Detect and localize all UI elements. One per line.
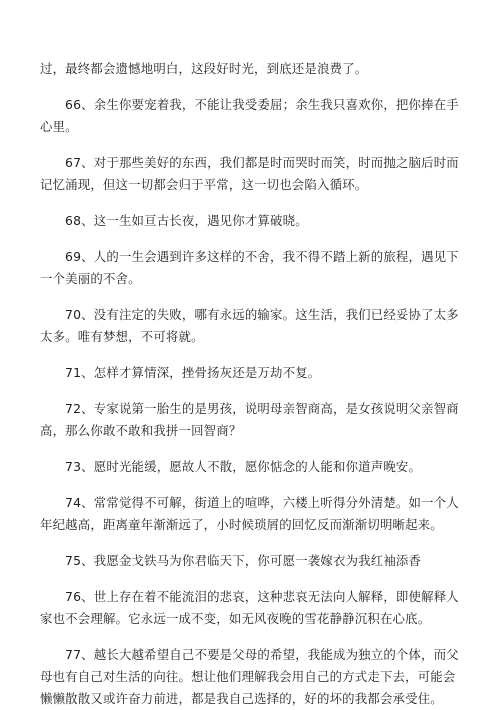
paragraph-73: 73、愿时光能缓，愿故人不散，愿你惦念的人能和你道声晚安。 (65, 459, 422, 474)
paragraph-75: 75、我愿金戈铁马为你君临天下，你可愿一袭嫁衣为我红袖添香 (65, 553, 422, 568)
paragraph-77: 77、越长大越希望自己不要是父母的希望，我能成为独立的个体，而父母也有自己对生活的向往。想让他们理解我会用自己的方式走下去，可能会懒懒散散又或许奋力前进，都是我自己选择的，好的坏的我都会承受住。 (40, 647, 459, 706)
paragraph-74: 74、常常觉得不可解，街道上的喧哗，六楼上听得分外清楚。如一个人年纪越高，距离童年渐渐远了，小时候琐屑的回忆反而渐渐切明晰起来。 (40, 495, 459, 532)
paragraph-69: 69、人的一生会遇到许多这样的不舍，我不得不踏上新的旅程，遇见下一个美丽的不舍。 (40, 249, 459, 286)
paragraph-72: 72、专家说第一胎生的是男孩，说明母亲智商高，是女孩说明父亲智商高，那么你敢不敢和我拼一回智商？ (40, 401, 459, 438)
paragraph-68: 68、这一生如亘古长夜，遇见你才算破晓。 (65, 213, 308, 228)
paragraph-76: 76、世上存在着不能流泪的悲哀，这种悲哀无法向人解释，即使解释人家也不会理解。它永远一成不变，如无风夜晚的雪花静静沉积在心底。 (40, 589, 459, 626)
paragraph-67: 67、对于那些美好的东西，我们都是时而哭时而笑，时而抛之脑后时而记忆涌现，但这一切都会归于平常，这一切也会陷入循环。 (40, 155, 459, 192)
paragraph-continuation: 过，最终都会遗憾地明白，这段好时光，到底还是浪费了。 (40, 61, 368, 76)
paragraph-70: 70、没有注定的失败，哪有永远的输家。这生活，我们已经妥协了太多太多。唯有梦想，不可将就。 (40, 307, 459, 344)
paragraph-66: 66、余生你要宠着我，不能让我受委屈；余生我只喜欢你，把你捧在手心里。 (40, 97, 459, 134)
paragraph-71: 71、怎样才算情深，挫骨扬灰还是万劫不复。 (65, 365, 321, 380)
